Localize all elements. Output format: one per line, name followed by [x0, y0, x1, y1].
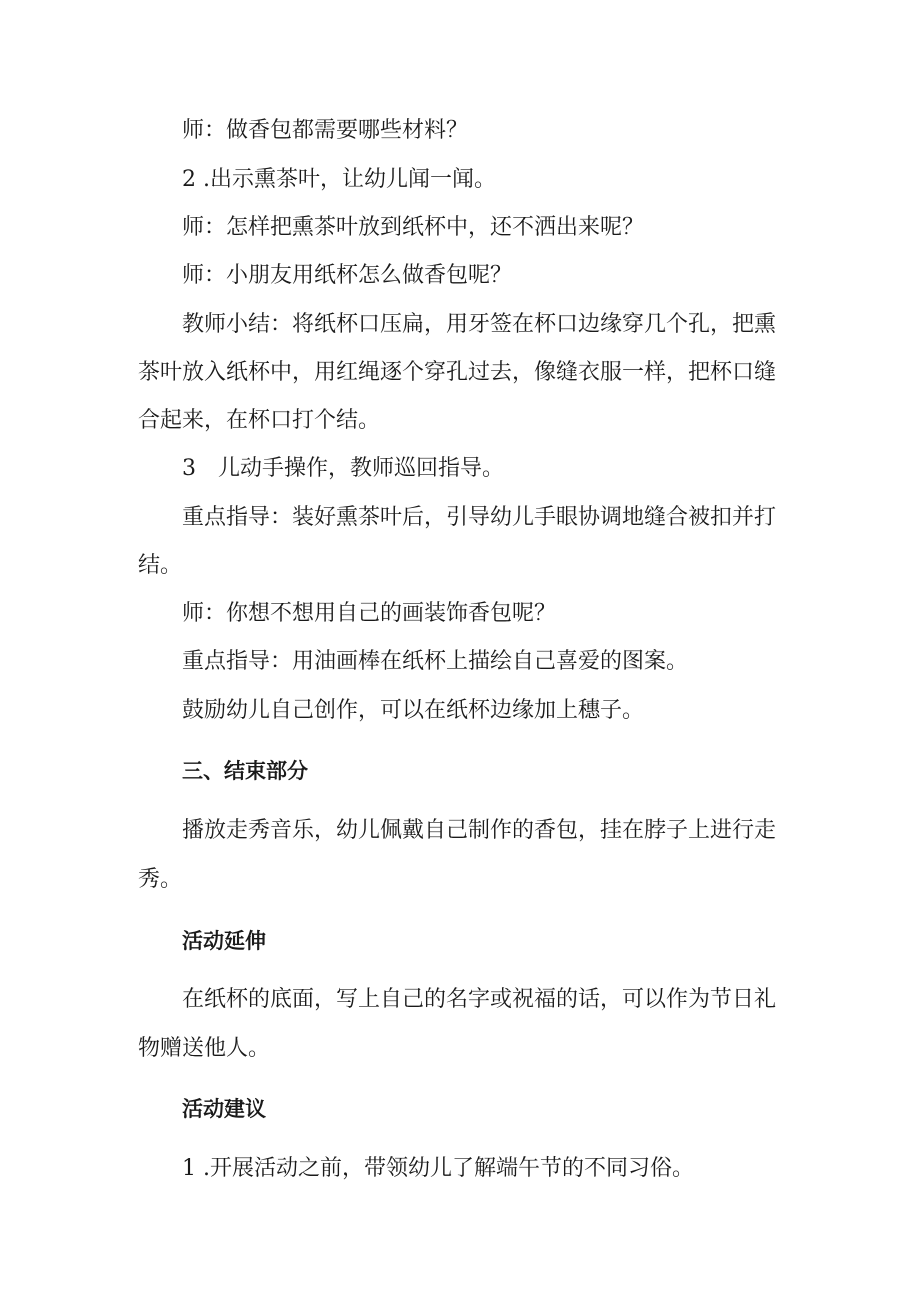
paragraph-line: 在纸杯的底面，写上自己的名字或祝福的话，可以作为节日礼 [182, 987, 777, 1012]
paragraph-line: 播放走秀音乐，幼儿佩戴自己制作的香包，挂在脖子上进行走 [182, 818, 777, 843]
paragraph-line: 重点指导：装好熏茶叶后，引导幼儿手眼协调地缝合被扣并打 [182, 505, 777, 530]
paragraph-line: 师：小朋友用纸杯怎么做香包呢？ [182, 263, 513, 288]
paragraph-line: 师：做香包都需要哪些材料？ [182, 118, 469, 143]
paragraph-line: 2 .出示熏茶叶，让幼儿闻一闻。 [182, 167, 496, 192]
section-heading: 三、结束部分 [182, 759, 308, 783]
section-heading: 活动建议 [182, 1097, 266, 1121]
paragraph-line: 鼓励幼儿自己创作，可以在纸杯边缘加上穗子。 [182, 698, 645, 723]
paragraph-line: 重点指导：用油画棒在纸杯上描绘自己喜爱的图案。 [182, 649, 689, 674]
paragraph-line: 1 .开展活动之前，带领幼儿了解端午节的不同习俗。 [182, 1156, 694, 1181]
paragraph-line: 茶叶放入纸杯中，用红绳逐个穿孔过去，像缝衣服一样，把杯口缝 [138, 360, 777, 385]
paragraph-line: 合起来，在杯口打个结。 [138, 408, 381, 433]
section-heading: 活动延伸 [182, 929, 266, 953]
paragraph-line: 师：你想不想用自己的画装饰香包呢？ [182, 601, 557, 626]
paragraph-line: 秀。 [138, 867, 183, 892]
paragraph-line: 教师小结：将纸杯口压扁，用牙签在杯口边缘穿几个孔，把熏 [182, 312, 777, 337]
paragraph-line: 物赠送他人。 [138, 1036, 271, 1061]
paragraph-line: 结。 [138, 553, 183, 578]
paragraph-line: 师：怎样把熏茶叶放到纸杯中，还不洒出来呢？ [182, 215, 645, 240]
paragraph-line: 3 儿动手操作，教师巡回指导。 [182, 456, 504, 481]
